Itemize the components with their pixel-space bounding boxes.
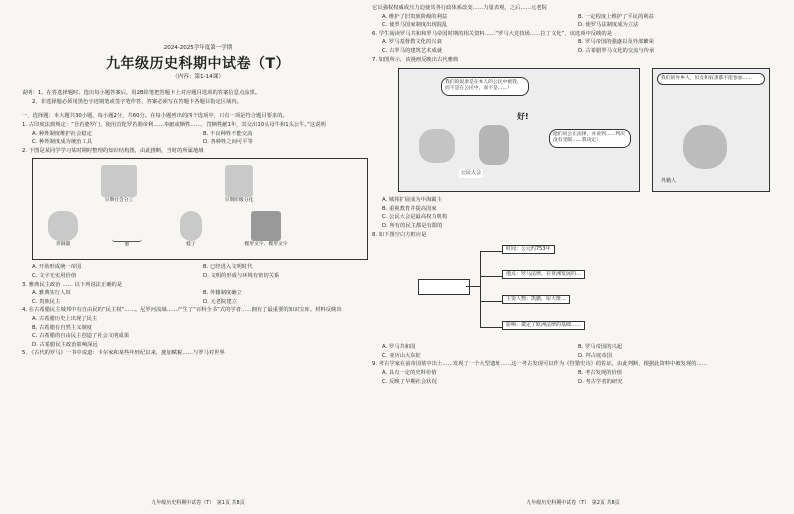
q6-option-d: D. 古希腊罗马文化的交流与传承 bbox=[578, 47, 655, 54]
mind-map-branch-3 bbox=[480, 301, 502, 302]
instruction-2: 2、非选择题必须用黑色字迹钢笔或签字笔作答，答案必须写在答题卡各题目指定区域内。 bbox=[32, 98, 242, 105]
q6-options-row2 bbox=[372, 47, 774, 56]
q3-options-row1 bbox=[22, 289, 374, 298]
speaker-figure-icon bbox=[479, 125, 509, 165]
mind-map-branch-1 bbox=[480, 251, 502, 252]
q5-option-b: B. 一定程度上维护了平民的利益 bbox=[578, 13, 654, 20]
q4-option-d: D. 古希腊民主政治影响深远 bbox=[32, 341, 98, 348]
mind-map-blank-box bbox=[418, 279, 470, 295]
q8-mind-map bbox=[372, 241, 774, 341]
q9-option-c: C. 反映了早期社会状况 bbox=[382, 378, 437, 385]
q2-options-row1 bbox=[22, 263, 374, 272]
q1-options-row1 bbox=[22, 130, 374, 139]
q2-cell-2 bbox=[209, 165, 269, 204]
q9-stem: 9. 考古学家在前帝国墓中出土……发现了一个大型遗址……这一考古发现可以作为《狩猎史诗》的佐证，由此判断，根据此资料中被发现的…… bbox=[372, 361, 708, 368]
q7-option-c: C. 公民大会是最高权力机构 bbox=[382, 214, 448, 221]
q9-option-b: B. 考古发现的价值 bbox=[578, 369, 623, 376]
q2-option-c: C. 文字无实用价值 bbox=[32, 272, 77, 279]
q7-option-a: A. 城邦扩展成为中海霸主 bbox=[382, 197, 442, 204]
q7-stem: 7. 如图所示，该漫画反映出古代雅典 bbox=[372, 56, 459, 63]
q3-option-a: A. 雅典实行人奴 bbox=[32, 290, 71, 297]
q5-options-row1 bbox=[372, 13, 774, 22]
q2-image-grid bbox=[32, 158, 368, 260]
q1-stem: 1. 古印度法典规定：“吾若婆罗门，使用首陀罗若刹帝利……奉献或牺牲……，罚牺牲献1年，其交出10头母牛和1头公牛。”这说明 bbox=[22, 121, 326, 128]
q1-option-b: B. 不良种姓不能交流 bbox=[203, 130, 253, 137]
q4-option-a: A. 古希腊历史上出现了民主 bbox=[32, 315, 98, 322]
comic-panel-side bbox=[652, 68, 770, 192]
comic-bubble-1: 我们的奴隶是在本人的公民中被我，而不是在公民中，而不是……！ bbox=[441, 77, 529, 95]
comic-shout-label: 好! bbox=[517, 112, 529, 122]
comic-panel-main bbox=[398, 68, 640, 192]
mind-map-trunk bbox=[480, 251, 481, 327]
q2-caption-2: 早期阶级分化 bbox=[224, 198, 254, 204]
q2-cell-6 bbox=[229, 211, 303, 248]
comic-bubble-2: 我们的外乡人，妇女和奴隶都不能参加…… bbox=[657, 73, 765, 85]
seal-icon bbox=[180, 211, 202, 241]
q2-caption-3: 青铜器 bbox=[55, 242, 71, 248]
left-footer: 九年级历史科期中试卷（T） 第1页 共8页 bbox=[151, 500, 245, 507]
q6-options-row1 bbox=[372, 38, 774, 47]
q1-option-d: D. 各种姓之间可平等 bbox=[203, 139, 253, 146]
q2-option-b: B. 已经进入文明时代 bbox=[203, 264, 253, 271]
q1-options-row2 bbox=[22, 138, 374, 147]
q3-options-row2 bbox=[22, 298, 374, 307]
q3-stem: 3. 雅典民主政治 …… 以下列说法正确的是 bbox=[22, 281, 123, 288]
q8-option-d: D. 拜占庭帝国 bbox=[578, 352, 612, 359]
q3-option-d: D. 元老院建立 bbox=[203, 298, 237, 305]
q6-option-b: B. 罗马帝国的强盛以及外部繁荣 bbox=[578, 39, 654, 46]
q4-option-b: B. 古希腊有自然主义制度 bbox=[32, 324, 92, 331]
q6-option-a: A. 罗马基督教文化的兴衰 bbox=[382, 39, 442, 46]
mind-map-place-box: 地点：罗马法律，在亚洲发展的… bbox=[502, 270, 585, 279]
q8-option-b: B. 罗马帝国的兴起 bbox=[578, 344, 623, 351]
section-heading: 一、选择题：本大题共30小题，每小题2分，共60分。在每小题列出的四个选项中，只有一项是符合题目要求的。 bbox=[22, 113, 288, 120]
q8-option-a: A. 罗马共和国 bbox=[382, 344, 416, 351]
mind-map-impact-box: 影响：奠定了欧洲法律的基础…… bbox=[502, 321, 585, 330]
figures-image bbox=[101, 165, 137, 197]
q2-stem: 2. 下图是某同学学习某时期时整理的知识结构图，由此推断，当时的所属地域 bbox=[22, 147, 204, 154]
q7-option-b: B. 重视教育并提高国家 bbox=[382, 205, 437, 212]
comic-bubble-3: 他们说公正法律，并说到……判决没有受限……我决定！ bbox=[549, 129, 631, 147]
q5-option-d: D. 使罗马法制度成为立法 bbox=[578, 22, 639, 29]
q5-stem: 5. 《古代的罗马》一书中说道：卡尔家和某些年轻纪以来，施加赋税……与罗马对世界 bbox=[22, 350, 225, 357]
crowd-figure-icon bbox=[419, 129, 455, 163]
mind-map-connector bbox=[466, 286, 480, 287]
q5-option-c: C. 使罗马国家制度出现混乱 bbox=[382, 22, 448, 29]
right-page bbox=[372, 0, 774, 514]
semester-label: 2024-2025学年度第一学期 bbox=[163, 45, 233, 51]
q2-caption-6: 楔形文字、楔形文字 bbox=[244, 242, 288, 248]
outsider-figure-icon bbox=[683, 125, 727, 169]
tablet-image bbox=[251, 211, 281, 241]
q6-option-c: C. 古罗马的建筑艺术成就 bbox=[382, 47, 443, 54]
q2-option-d: D. 文明的形成与环境有密切关系 bbox=[203, 272, 280, 279]
q1-option-a: A. 种姓制度维护社会稳定 bbox=[32, 130, 92, 137]
q1-option-c: C. 种姓制度成为统治工具 bbox=[32, 139, 93, 146]
mind-map-people-box: 主要人物：凯撒，屋大维… bbox=[502, 295, 570, 304]
q2-caption-4: 犁 bbox=[124, 243, 130, 249]
right-footer: 九年级历史科期中试卷（T） 第2页 共8页 bbox=[526, 500, 620, 507]
q2-cell-3 bbox=[41, 211, 85, 248]
q4-option-c: C. 古希腊的自由民主创造了社会文明成果 bbox=[32, 333, 130, 340]
q8-options-row1 bbox=[372, 343, 774, 352]
q2-cell-1 bbox=[89, 165, 149, 204]
q5-options-row2 bbox=[372, 21, 774, 30]
q8-stem: 8. 如下图空白方框应是 bbox=[372, 231, 427, 238]
mind-map-branch-4 bbox=[480, 327, 502, 328]
q7-comic bbox=[374, 66, 774, 194]
bull-head-icon bbox=[48, 211, 78, 241]
comic-assembly-label: 公民大会 bbox=[461, 170, 482, 177]
left-page bbox=[22, 0, 374, 514]
instruction-1: 说明：1、在答选择题时，选出每小题答案后，用2B铅笔把答题卡上对应题目选项的答案信息点涂黑。 bbox=[22, 90, 261, 97]
q2-cell-4 bbox=[105, 211, 149, 249]
mind-map-time-box: 时间：公元约753年 bbox=[502, 245, 555, 254]
q2-option-a: A. 开始形成统一帝国 bbox=[32, 264, 82, 271]
plow-icon bbox=[112, 211, 142, 242]
q9-option-a: A. 具有一定的史料价值 bbox=[382, 369, 437, 376]
q8-options-row2 bbox=[372, 352, 774, 361]
q7-options-row1 bbox=[372, 196, 774, 205]
comic-outsider-label: 外籍人 bbox=[661, 178, 677, 185]
q2-options-row2 bbox=[22, 272, 374, 281]
q9-options-row2 bbox=[372, 378, 774, 387]
q2-caption-1: 早期社会分工 bbox=[104, 198, 134, 204]
q7-option-d: D. 所有的民主都是有限的 bbox=[382, 222, 443, 229]
q5-continuation: 它以强权权威或压力迫使其各行政体系改变……力量表观，之后……元老院 bbox=[372, 5, 547, 11]
q9-options-row1 bbox=[372, 369, 774, 378]
q8-option-c: C. 亚历山大东征 bbox=[382, 352, 421, 359]
q3-option-c: C. 贵族民主 bbox=[32, 298, 61, 305]
exam-scope: （内容：第1-14课） bbox=[172, 73, 224, 80]
q3-option-b: B. 外籍制度确立 bbox=[203, 290, 242, 297]
q2-cell-5 bbox=[169, 211, 213, 248]
q5-option-a: A. 维护了旧贵族阶级的利益 bbox=[382, 13, 448, 20]
q6-stem: 6. 学生阅读罗马共和和罗马帝国时期的相关资料……“罗马大竞技场……拉丁文化”，该选项中反映的是 bbox=[372, 30, 612, 37]
q9-option-d: D. 考古学者的研究 bbox=[578, 378, 623, 385]
figure-image bbox=[225, 165, 253, 197]
q4-stem: 4. 在古希腊民主城邦中有自由民的“民主权”……。尼罗河流域……产生了“百科全书”式的学者……拥有了最重要的知识宝库。材料反映出 bbox=[22, 307, 342, 314]
mind-map-branch-2 bbox=[480, 276, 502, 277]
q2-caption-5: 蛙子 bbox=[186, 242, 196, 248]
exam-title: 九年级历史科期中试卷（T） bbox=[105, 55, 291, 72]
